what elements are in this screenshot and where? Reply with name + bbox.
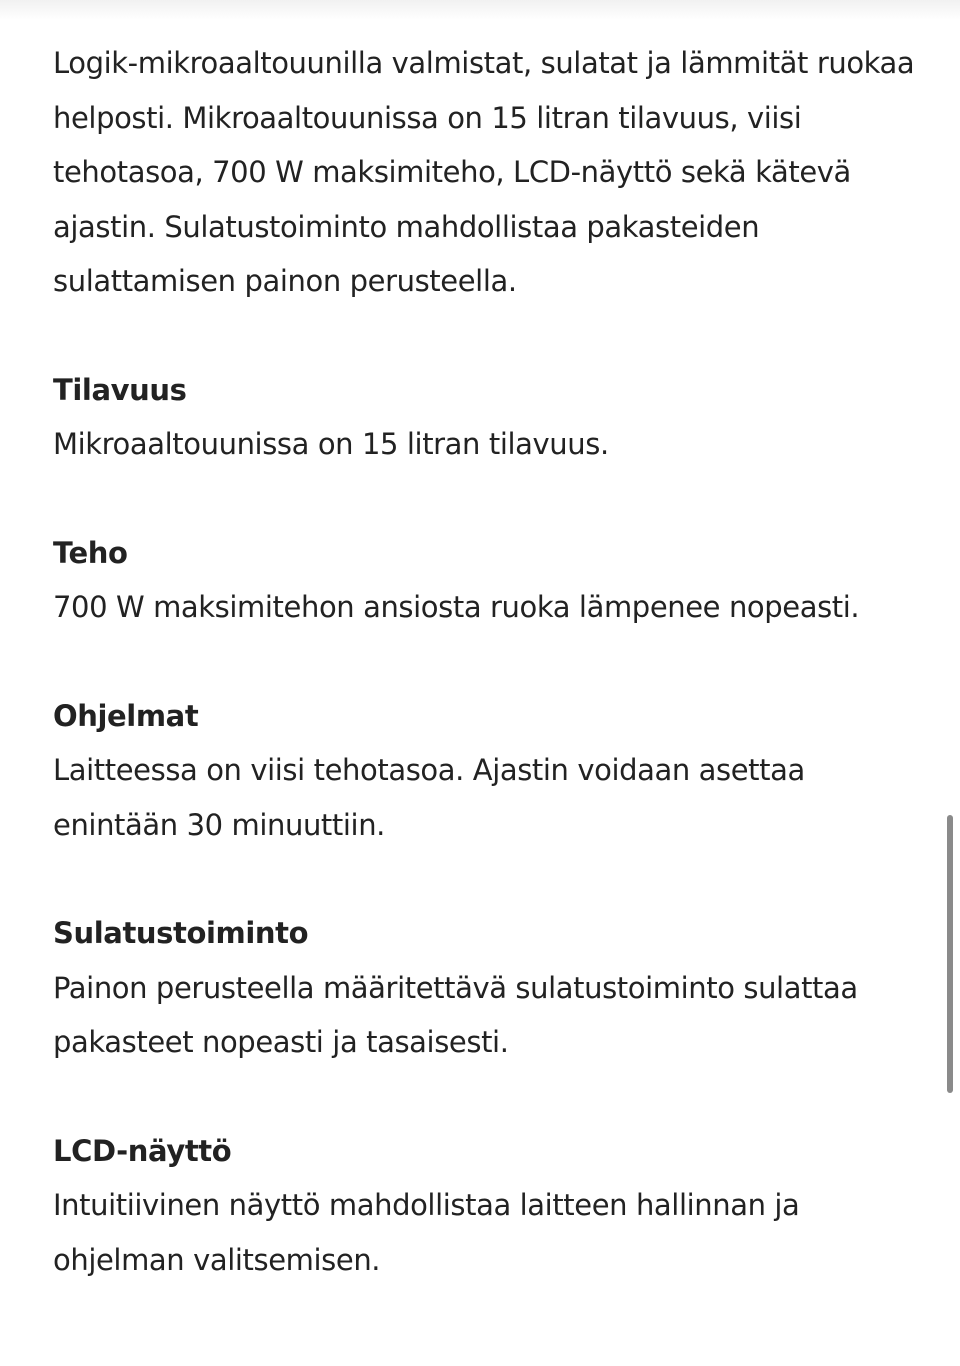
section-ohjelmat	[53, 689, 923, 853]
section-heading: LCD-näyttö	[53, 1133, 232, 1168]
section-heading: Tilavuus	[53, 372, 187, 407]
section-body: Intuitiivinen näyttö mahdollistaa laitteen hallinnan ja ohjelman valitsemisen.	[53, 1188, 800, 1277]
section-teho	[53, 526, 923, 635]
section-body: 700 W maksimitehon ansiosta ruoka lämpenee nopeasti.	[53, 590, 860, 624]
section-body: Mikroaaltouunissa on 15 litran tilavuus.	[53, 427, 609, 461]
intro-paragraph: Logik-mikroaaltouunilla valmistat, sulatat ja lämmität ruokaa helposti. Mikroaaltouunissa on 15 litran tilavuus, viisi tehotasoa, 700 W maksimiteho, LCD-näyttö sekä kätevä ajastin. Sulatustoiminto mahdollistaa pakasteiden sulattamisen painon perusteella.	[53, 46, 915, 298]
top-shade	[0, 0, 960, 20]
section-heading: Teho	[53, 535, 128, 570]
section-sulatustoiminto	[53, 906, 923, 1070]
section-heading: Ohjelmat	[53, 698, 199, 733]
section-tilavuus	[53, 363, 923, 472]
section-heading: Sulatustoiminto	[53, 916, 309, 950]
section-body: Laitteessa on viisi tehotasoa. Ajastin voidaan asettaa enintään 30 minuuttiin.	[53, 753, 805, 842]
scrollbar-thumb[interactable]	[947, 815, 953, 1093]
product-description	[53, 36, 923, 1287]
section-lcd-naytto	[53, 1124, 923, 1288]
section-body: Painon perusteella määritettävä sulatustoiminto sulattaa pakasteet nopeasti ja tasaisesti.	[53, 970, 858, 1059]
